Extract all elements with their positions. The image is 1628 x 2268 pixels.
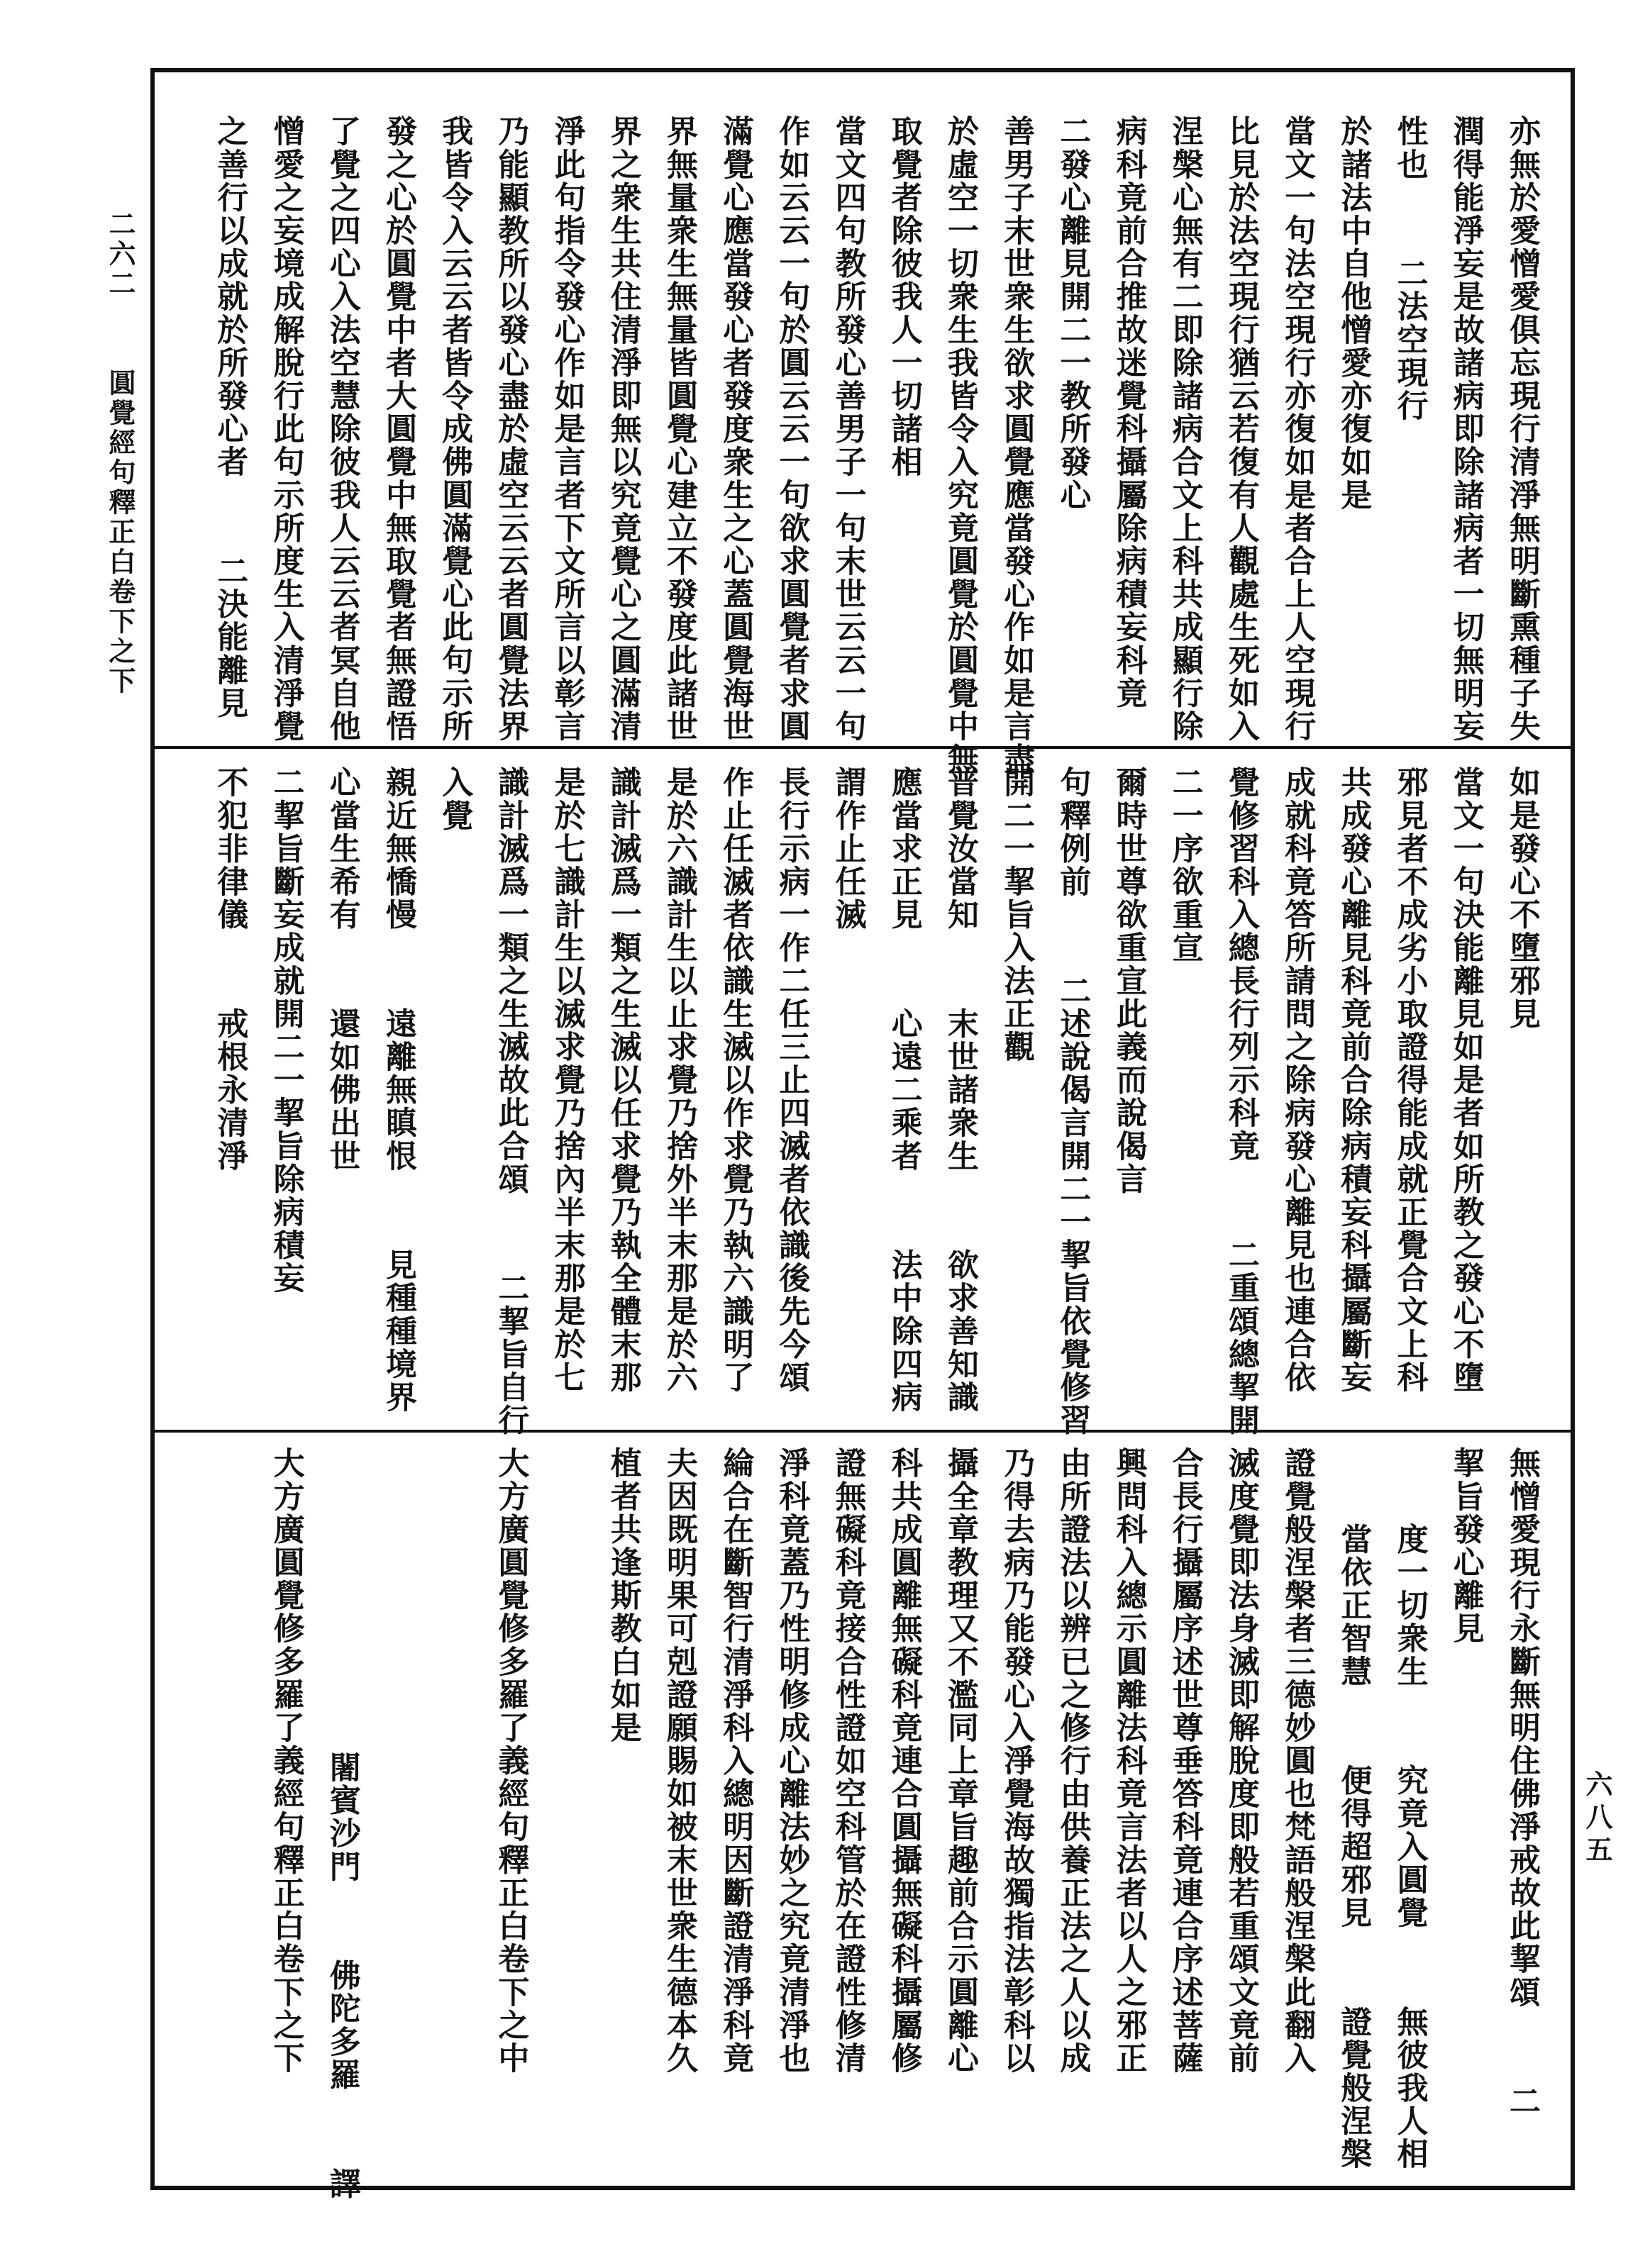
text-column: 當文一句法空現行亦復如是者合上人空現行 [1279,115,1316,743]
text-column: 滅度覺即法身滅即解脫度即般若重頌文竟前 [1223,1447,1259,2075]
text-column: 取覺者除彼我人一切諸相 [885,115,922,479]
text-column: 是於六識計生以止求覺乃捨外半末那是於六 [661,766,697,1394]
text-column: 證無礙科竟接合性證如空科管於在證性修清 [829,1447,866,2075]
text-column: 界之衆生共住清淨即無以究竟覺心之圓滿清 [604,115,641,743]
text-column: 謂作止任滅 [829,766,866,931]
text-column: 大方廣圓覺修多羅了義經句釋正白卷下之中 [492,1447,529,2075]
text-column: 無憎愛現行永斷無明住佛淨戒故此挈頌 二 [1504,1447,1540,2118]
page-header-label: 二六二 圓覺經句釋正白卷下之下 [104,210,136,696]
text-column: 乃能顯教所以發心盡於虛空云云者圓覺法界 [492,115,529,743]
text-column: 不犯非律儀 戒根永清淨 [211,766,248,1173]
text-column: 識計滅爲一類之生滅以任求覺乃執全體末那 [604,766,641,1394]
text-column: 二一序欲重宣 [1166,766,1203,965]
text-column: 合長行攝屬序述世尊垂答科竟連合序述菩薩 [1166,1447,1203,2075]
text-column: 覺修習科入總長行列示科竟 二重頌總挈開 [1223,766,1259,1437]
text-column: 度一切衆生 究竟入圓覺 無彼我人相 [1391,1447,1428,2171]
text-column: 憎愛之妄境成解脫行此句示所度生入清淨覺 [267,115,304,743]
text-column: 植者共逢斯教白如是 [604,1447,641,1745]
text-column: 當依正智慧 便得超邪見 證覺般涅槃 [1335,1447,1372,2171]
text-column: 普覺汝當知 末世諸衆生 欲求善知識 [942,766,978,1414]
text-column: 攝全章教理又不濫同上章旨趣前合示圓離心 [942,1447,978,2075]
text-column: 應當求正見 心遠二乘者 法中除四病 [885,766,922,1414]
text-column: 滿覺心應當發心者發度衆生之心蓋圓覺海世 [717,115,754,743]
text-column: 性也 二法空現行 [1391,115,1428,423]
page-number: 六八五 [1581,1770,1613,1868]
text-column: 成就科竟答所請問之除病發心離見也連合依 [1279,766,1316,1394]
text-column: 涅槃心無有二即除諸病合文上科共成顯行除 [1166,115,1203,743]
text-column: 淨此句指令發心作如是言者下文所言以彰言 [548,115,585,743]
text-column: 乃得去病乃能發心入淨覺海故獨指法彰科以 [998,1447,1035,2075]
text-column: 長行示病一作二任三止四滅者依識後先今頌 [773,766,810,1394]
text-column: 之善行以成就於所發心者 二決能離見 [211,115,248,720]
text-column: 證覺般涅槃者三德妙圓也梵語般涅槃此翻入 [1279,1447,1316,2075]
text-column: 發之心於圓覺中者大圓覺中無取覺者無證悟 [380,115,416,743]
text-column: 興問科入總示圓離法科竟言法者以人之邪正 [1110,1447,1147,2075]
text-column: 於諸法中自他憎愛亦復如是 [1335,115,1372,512]
text-column: 共成發心離見科竟前合除病積妄科攝屬斷妄 [1335,766,1372,1394]
text-column: 爾時世尊欲重宣此義而說偈言 [1110,766,1147,1196]
text-column: 淨科竟蓋乃性明修成心離法妙之究竟清淨也 [773,1447,810,2075]
text-column: 作止任滅者依識生滅以作求覺乃執六識明了 [717,766,754,1394]
text-column: 界無量衆生無量皆圓覺心建立不發度此諸世 [661,115,697,743]
text-column: 邪見者不成劣小取證得能成就正覺合文上科 [1391,766,1428,1394]
text-column: 親近無憍慢 遠離無瞋恨 見種種境界 [380,766,416,1414]
text-column: 二挈旨斷妄成就開二一挈旨除病積妄 [267,766,304,1295]
text-column: 闍賓沙門 佛陀多羅 譯 [323,1447,360,2201]
text-column: 我皆令入云云者皆令成佛圓滿覺心此句示所 [436,115,473,743]
text-column: 於虛空一切衆生我皆令入究竟圓覺於圓覺中無 [942,115,978,776]
section-divider-bottom [150,1430,1575,1433]
text-column: 句釋例前 二述說偈言開二一挈旨依覺修習 [1054,766,1091,1437]
text-column: 二發心離見開二一教所發心 [1054,115,1091,512]
text-column: 開二一挈旨入法正觀 [998,766,1035,1064]
text-column: 亦無於愛憎愛俱忘現行清淨無明斷熏種子失 [1504,115,1540,743]
text-column: 科共成圓離無礙科竟連合圓攝無礙科攝屬修 [885,1447,922,2075]
text-column: 夫因既明果可剋證願賜如被末世衆生德本久 [661,1447,697,2075]
text-column: 如是發心不墮邪見 [1504,766,1540,1030]
text-column: 善男子末世衆生欲求圓覺應當發心作如是言盡 [998,115,1035,776]
text-column: 綸合在斷智行清淨科入總明因斷證清淨科竟 [717,1447,754,2075]
text-column: 心當生希有 還如佛出世 [323,766,360,1173]
text-column: 了覺之四心入法空慧除彼我人云云者冥自他 [323,115,360,743]
text-column: 挈旨發心離見 [1447,1447,1484,1645]
text-column: 識計滅爲一類之生滅故此合頌 二挈旨自行 [492,766,529,1437]
text-column: 當文一句決能離見如是者如所教之發心不墮 [1447,766,1484,1394]
text-column: 當文四句教所發心善男子一句末世云云一句 [829,115,866,743]
text-column: 潤得能淨妄是故諸病即除諸病者一切無明妄 [1447,115,1484,743]
text-column: 由所證法以辨已之修行由供養正法之人以成 [1054,1447,1091,2075]
text-column: 大方廣圓覺修多羅了義經句釋正白卷下之下 [267,1447,304,2075]
text-column: 病科竟前合推故迷覺科攝屬除病積妄科竟 [1110,115,1147,710]
text-column: 比見於法空現行猶云若復有人觀處生死如入 [1223,115,1259,743]
text-column: 入覺 [436,766,473,833]
section-divider-top [150,746,1575,749]
text-column: 是於七識計生以滅求覺乃捨內半末那是於七 [548,766,585,1394]
text-column: 作如云云一句於圓云云一句欲求圓覺者求圓 [773,115,810,743]
